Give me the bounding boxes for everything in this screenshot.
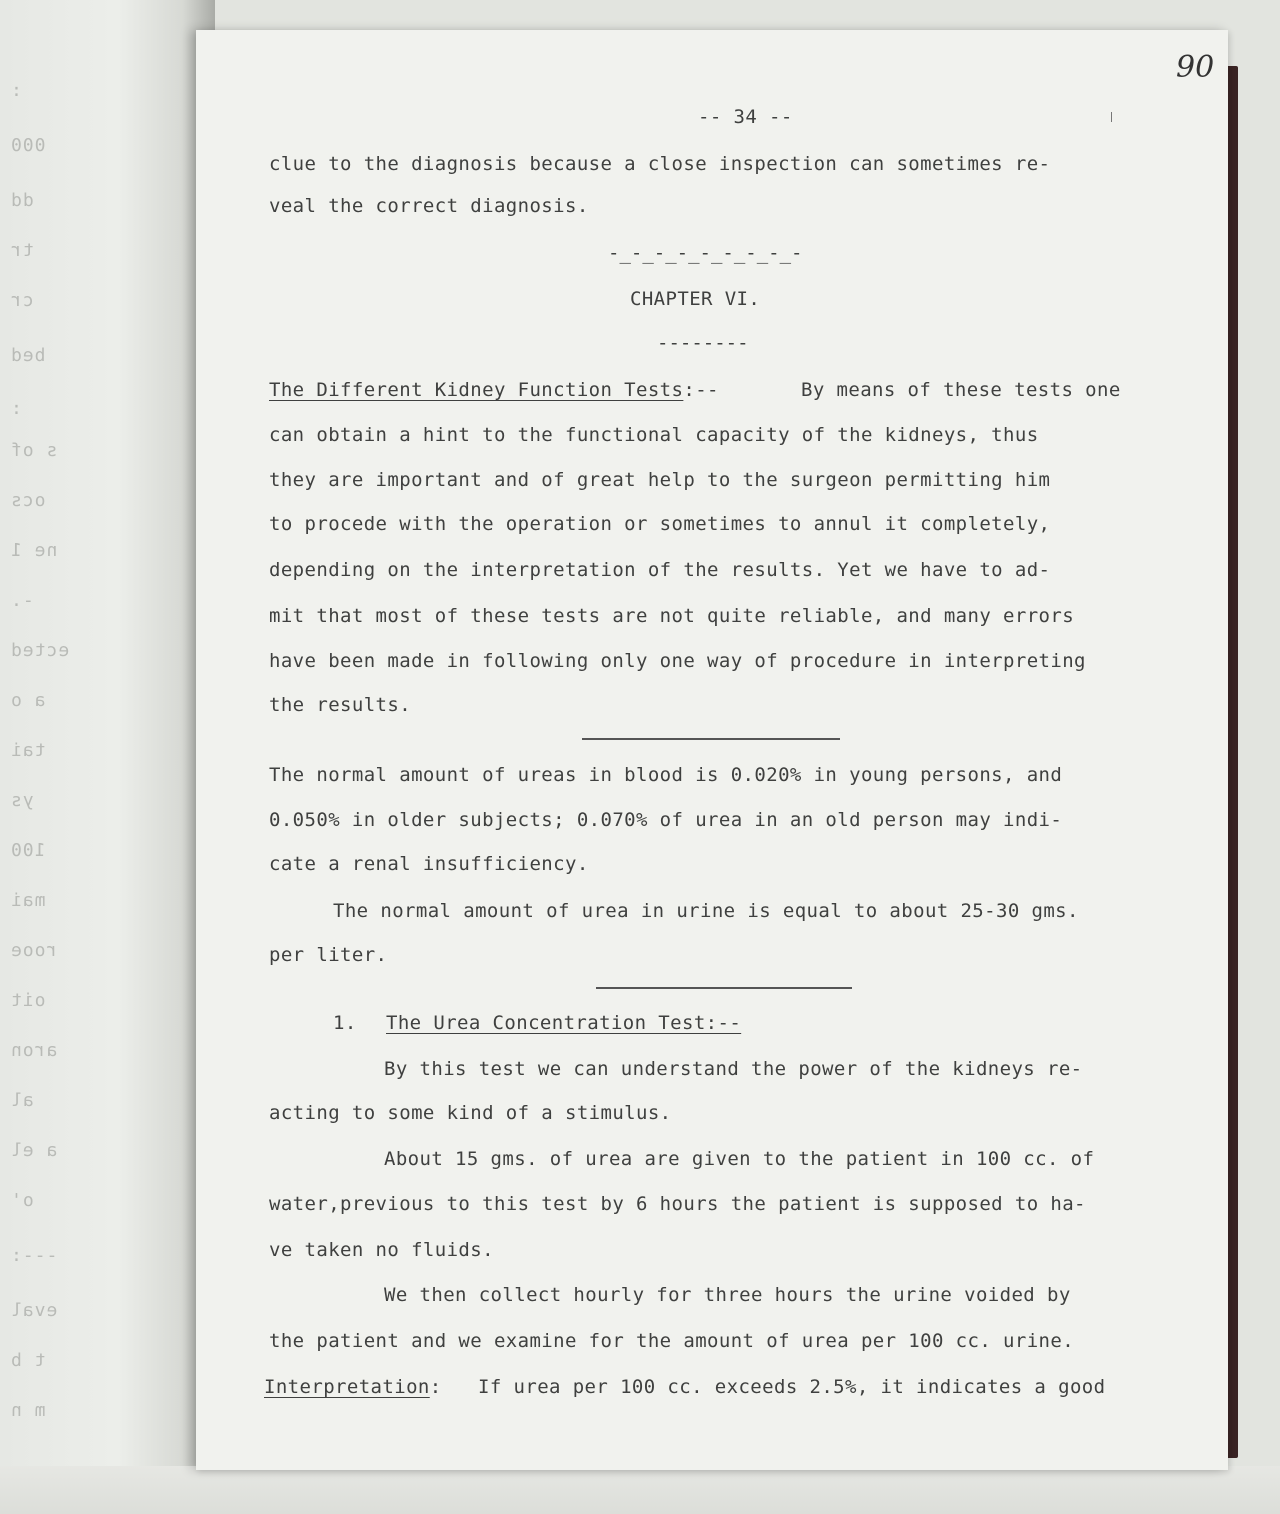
dash-divider: -_-_-_-_-_-_-_-_- [608,242,803,264]
bleed-through-text: ys [10,790,34,811]
short-divider: -------- [657,332,749,354]
text-line: have been made in following only one way of procedure in interpreting [269,650,1086,672]
bleed-through-text: tai [10,740,46,761]
bleed-through-text: : [10,398,22,419]
text-line: ve taken no fluids. [269,1239,494,1261]
test-heading: The Urea Concentration Test:-- [386,1012,742,1034]
section-rule [596,987,852,989]
text-line: By means of these tests one [801,379,1121,401]
text-line: water,previous to this test by 6 hours the patient is supposed to ha- [269,1193,1086,1215]
bleed-through-text: a el [10,1140,58,1161]
text-line: About 15 gms. of urea are given to the patient in 100 cc. of [384,1148,1095,1170]
text-line: If urea per 100 cc. exceeds 2.5%, it indicates a good [478,1376,1106,1398]
text-line: mit that most of these tests are not quite reliable, and many errors [269,605,1075,627]
page-number: -- 34 -- [698,106,793,128]
bleed-through-text: eval [10,1300,58,1321]
bleed-through-text: ---: [10,1245,58,1266]
bleed-through-text: 100 [10,840,46,861]
text-line: The normal amount of urea in urine is equal to about 25-30 gms. [333,900,1079,922]
section-heading-line [269,379,719,401]
bleed-through-text: ne 1 [10,540,58,561]
interpretation-label: Interpretation [264,1376,430,1398]
bleed-through-text: -. [10,590,34,611]
bleed-through-text: al [10,1090,34,1111]
text-line: By this test we can understand the power of the kidneys re- [384,1058,1083,1080]
table-surface [0,1466,1280,1514]
text-line: the patient and we examine for the amount of urea per 100 cc. urine. [269,1330,1075,1352]
text-line: 0.050% in older subjects; 0.070% of urea in an old person may indi- [269,809,1063,831]
bleed-through-text: rooe [10,940,58,961]
text-line: The normal amount of ureas in blood is 0.020% in young persons, and [269,764,1063,786]
handwritten-folio-number: 90 [1176,50,1215,85]
bleed-through-text: 000 [10,135,46,156]
bleed-through-text: ected [10,640,70,661]
text-line: depending on the interpretation of the results. Yet we have to ad- [269,559,1051,581]
bleed-through-text: dd [10,190,34,211]
text-line: can obtain a hint to the functional capacity of the kidneys, thus [269,424,1039,446]
section-title: The Different Kidney Function Tests [269,379,684,401]
text-line: cate a renal insufficiency. [269,853,589,875]
section-rule [582,738,840,740]
bleed-through-text: t b [10,1350,46,1371]
interpretation-label-line [264,1376,442,1398]
pencil-mark [1111,112,1112,122]
text-line: to procede with the operation or sometimes to annul it completely, [269,513,1051,535]
bleed-through-text: m n [10,1400,46,1421]
bleed-through-text: aron [10,1040,58,1061]
text-line: they are important and of great help to the surgeon permitting him [269,469,1051,491]
chapter-heading: CHAPTER VI. [630,288,761,310]
facing-page [0,0,215,1514]
bleed-through-text: a o [10,690,46,711]
bleed-through-text: mai [10,890,46,911]
text-line: acting to some kind of a stimulus. [269,1102,672,1124]
section-title-suffix: :-- [683,379,719,401]
interpretation-label-suffix: : [429,1376,442,1398]
text-line: per liter. [269,944,388,966]
text-line: We then collect hourly for three hours the urine voided by [384,1284,1071,1306]
text-line: the results. [269,694,412,716]
bleed-through-text: tr [10,240,34,261]
bleed-through-text: oit [10,990,46,1011]
text-line: clue to the diagnosis because a close inspection can sometimes re- [269,153,1051,175]
text-line: veal the correct diagnosis. [269,195,589,217]
list-number: 1. [333,1012,357,1034]
bleed-through-text: : [10,80,22,101]
bleed-through-text: bed [10,345,46,366]
bleed-through-text: ocs [10,490,46,511]
bleed-through-text: cr [10,290,34,311]
bleed-through-text: o' [10,1190,34,1211]
bleed-through-text: s of [10,440,58,461]
